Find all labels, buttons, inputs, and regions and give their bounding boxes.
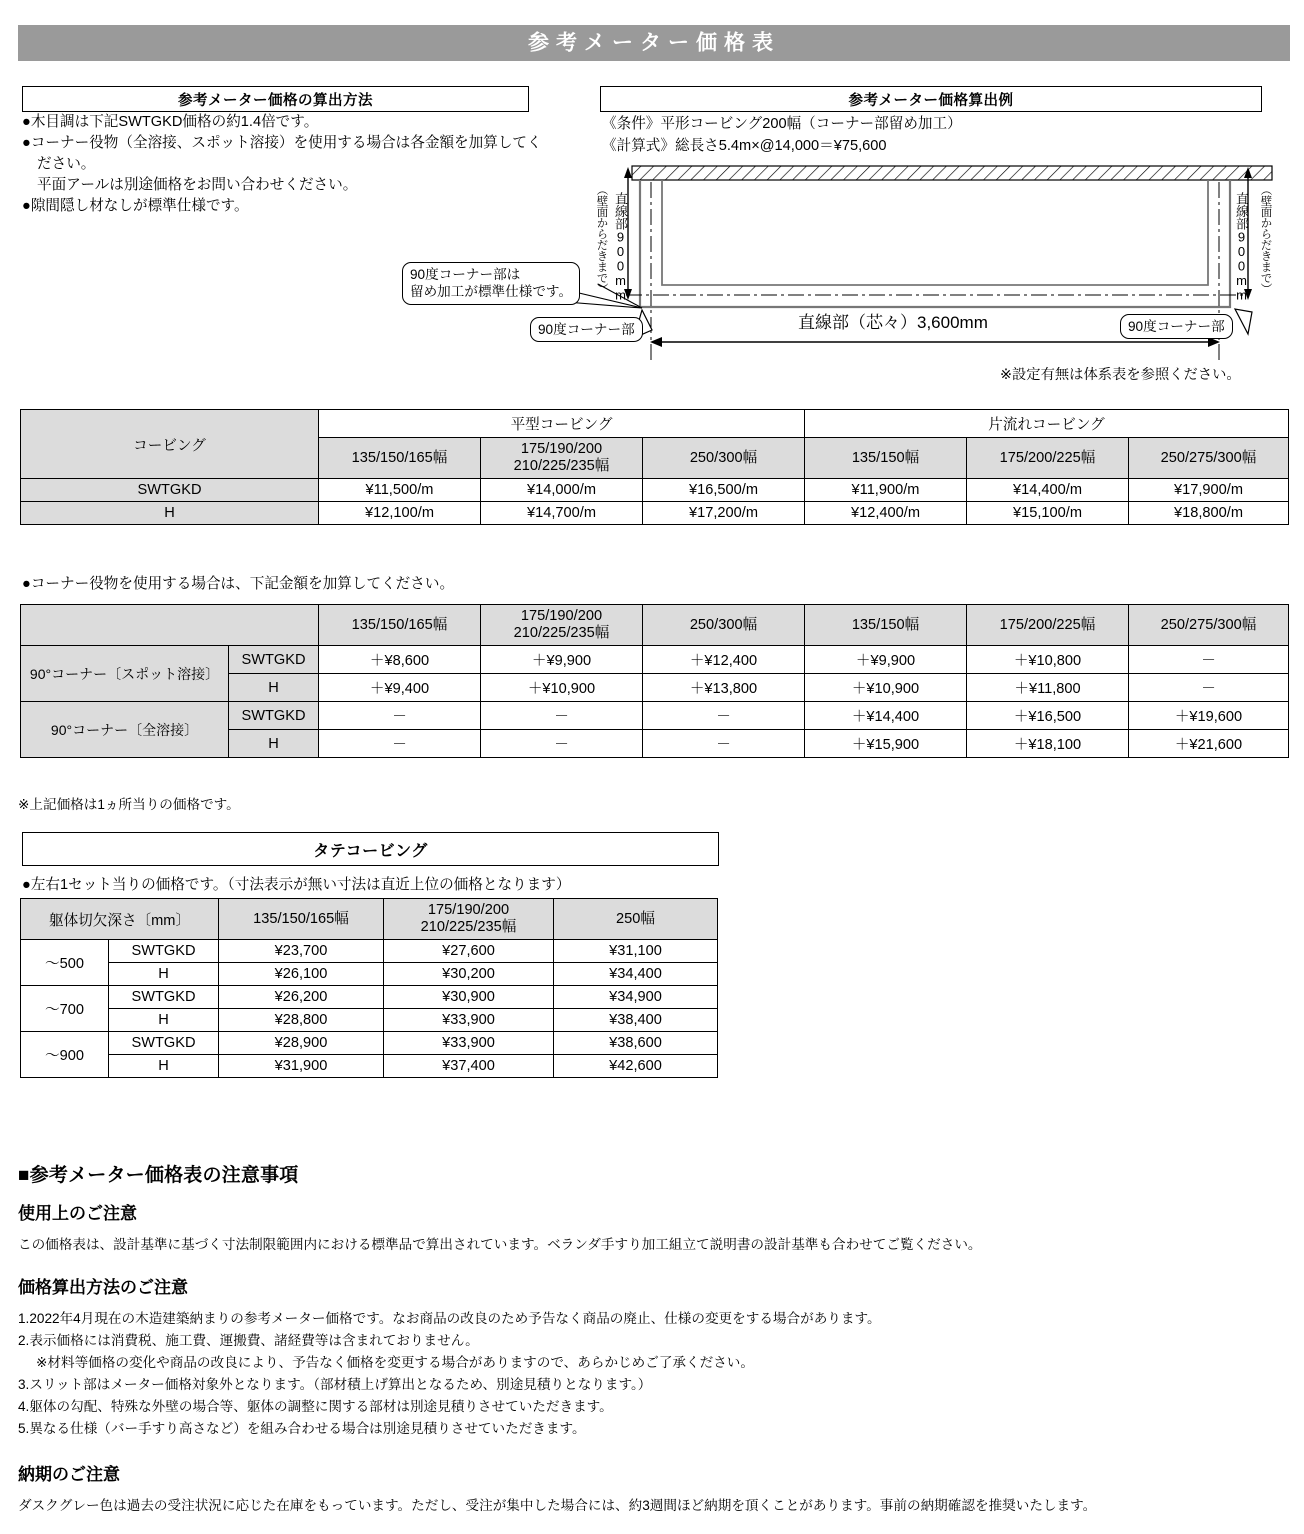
table3-g1-r1-label: H	[109, 1009, 219, 1032]
table3-g0-r1-label: H	[109, 963, 219, 986]
table3-g2-r0-v1: ¥33,900	[384, 1032, 554, 1055]
delivery-heading: 納期のご注意	[18, 1465, 120, 1485]
table2-col-5	[1129, 605, 1289, 646]
callout-corner-left: 90度コーナー部	[530, 317, 643, 342]
table3-group2-label: ～900	[21, 1032, 109, 1078]
dim-label-horizontal: 直線部（芯々）3,600mm	[798, 313, 988, 332]
calc-item-3: 3.スリット部はメーター価格対象外となります。（部材積上げ算出となるため、別途見積りとなります。）	[18, 1377, 652, 1393]
table1-row1-v3: ¥12,400/m	[805, 502, 967, 525]
table1-row-header-label: コービング	[21, 410, 319, 479]
dim-label-right-inner: 直線部900mm	[1234, 192, 1249, 302]
table-row	[21, 1009, 718, 1032]
table3-col-2	[554, 899, 718, 940]
coping-price-table	[20, 409, 1289, 525]
table2-g0-r1-v2: ＋¥13,800	[643, 674, 805, 702]
table1-col-5-text: 250/275/300幅	[1160, 449, 1257, 466]
tate-coping-banner-text: タテコービング	[313, 842, 428, 860]
table3-g1-r1-v0: ¥28,800	[219, 1009, 384, 1032]
bottom-notes	[18, 1160, 1288, 1534]
table1-row1-v4: ¥15,100/m	[967, 502, 1129, 525]
callout-corner-note: 90度コーナー部は 留め加工が標準仕様です。	[402, 262, 580, 305]
table1-row1-v1: ¥14,700/m	[481, 502, 643, 525]
table3-g0-r0-label: SWTGKD	[109, 940, 219, 963]
dim-label-right-outer: （壁面からだきまで）	[1259, 184, 1272, 294]
calc-item-4: 4.躯体の勾配、特殊な外壁の場合等、躯体の調整に関する部材は別途見積りさせていただきます。	[18, 1399, 613, 1415]
table3-g2-r0-label: SWTGKD	[109, 1032, 219, 1055]
calc-item-2: 2.表示価格には消費税、施工費、運搬費、諸経費等は含まれておりません。	[18, 1333, 479, 1349]
table2-g1-r1-v0: －	[319, 730, 481, 758]
table2-g0-r0-v2: ＋¥12,400	[643, 646, 805, 674]
example-formula: 《計算式》総長さ5.4m×@14,000＝¥75,600	[602, 137, 887, 154]
table1-row0-label: SWTGKD	[21, 479, 319, 502]
table2-g1-r1-v5: ＋¥21,600	[1129, 730, 1289, 758]
table1-group-flat: 平型コービング	[319, 410, 805, 438]
table-row	[21, 986, 718, 1009]
table1-row0-v0: ¥11,500/m	[319, 479, 481, 502]
table2-g0-r0-v5: －	[1129, 646, 1289, 674]
example-box-heading	[600, 86, 1262, 112]
table2-g1-r0-v4: ＋¥16,500	[967, 702, 1129, 730]
table1-col-1	[481, 438, 643, 479]
coping-outer-outline	[640, 180, 1230, 307]
table-row-group-header	[21, 410, 1289, 438]
table1-row1-v0: ¥12,100/m	[319, 502, 481, 525]
table2-col-4-text: 175/200/225幅	[999, 616, 1096, 633]
table3-g2-r0-v2: ¥38,600	[554, 1032, 718, 1055]
table3-g2-r0-v0: ¥28,900	[219, 1032, 384, 1055]
table2-g0-r0-v0: ＋¥8,600	[319, 646, 481, 674]
table1-col-4-text: 175/200/225幅	[999, 449, 1096, 466]
notes-spacer	[18, 1440, 1288, 1460]
table1-row0-v3: ¥11,900/m	[805, 479, 967, 502]
table2-g0-r1-v0: ＋¥9,400	[319, 674, 481, 702]
callout-corner-right: 90度コーナー部	[1120, 314, 1233, 339]
table2-col-5-text: 250/275/300幅	[1160, 616, 1257, 633]
dim-label-left-outer: （壁面からだきまで）	[595, 184, 608, 294]
coping-inner-outline	[662, 180, 1208, 285]
example-text	[602, 114, 962, 157]
table2-col-2-text: 250/300幅	[689, 616, 758, 633]
table3-group1-label: ～700	[21, 986, 109, 1032]
bottom-title: ■参考メーター価格表の注意事項	[18, 1165, 299, 1186]
table1-col-0-text: 135/150/165幅	[351, 449, 448, 466]
table2-g1-r1-v2: －	[643, 730, 805, 758]
table2-g1-r1-label: H	[229, 730, 319, 758]
table2-g1-r0-v1: －	[481, 702, 643, 730]
table2-g0-r0-v1: ＋¥9,900	[481, 646, 643, 674]
table2-corner-blank	[21, 605, 319, 646]
corner-surcharge-table	[20, 604, 1289, 758]
table3-col-0-text: 135/150/165幅	[253, 910, 349, 927]
table2-g0-r1-v3: ＋¥10,900	[805, 674, 967, 702]
table1-row1-v2: ¥17,200/m	[643, 502, 805, 525]
tate-set-note: ●左右1セット当りの価格です。（寸法表示が無い寸法は直近上位の価格となります）	[22, 877, 571, 893]
table3-g1-r0-v2: ¥34,900	[554, 986, 718, 1009]
tate-coping-price-table	[20, 898, 718, 1078]
table2-col-1-text: 175/190/200 210/225/235幅	[513, 608, 610, 642]
tate-coping-banner	[22, 832, 719, 866]
table2-g1-r0-label: SWTGKD	[229, 702, 319, 730]
method-line-2: ●コーナー役物（全溶接、スポット溶接）を使用する場合は各金額を加算してく	[22, 135, 542, 151]
method-line-5: ●隙間隠し材なしが標準仕様です。	[22, 198, 249, 214]
page-title: 参考メーター価格表	[528, 31, 780, 55]
calc-item-1: 1.2022年4月現在の木造建築納まりの参考メーター価格です。なお商品の改良のため予告なく商品の廃止、仕様の変更をする場合があります。	[18, 1311, 881, 1327]
table3-col-1-text: 175/190/200 210/225/235幅	[420, 902, 517, 936]
table2-g1-r0-v5: ＋¥19,600	[1129, 702, 1289, 730]
table3-group0-label: ～500	[21, 940, 109, 986]
table-row	[21, 502, 1289, 525]
table2-g1-r1-v3: ＋¥15,900	[805, 730, 967, 758]
table3-g1-r1-v2: ¥38,400	[554, 1009, 718, 1032]
calc-item-5: 5.異なる仕様（バー手すり高さなど）を組み合わせる場合は別途見積りさせていただきます。	[18, 1421, 586, 1437]
table-row	[21, 702, 1289, 730]
table1-row0-v5: ¥17,900/m	[1129, 479, 1289, 502]
table3-g1-r0-label: SWTGKD	[109, 986, 219, 1009]
table2-g0-r0-v4: ＋¥10,800	[967, 646, 1129, 674]
table3-g1-r1-v1: ¥33,900	[384, 1009, 554, 1032]
diagram-footnote: ※設定有無は体系表を参照ください。	[1000, 367, 1241, 383]
wall-hatch	[632, 166, 1272, 180]
table3-col-header-label: 躯体切欠深さ〔mm〕	[21, 899, 219, 940]
table-row	[21, 963, 718, 986]
table1-col-0	[319, 438, 481, 479]
table3-g2-r1-v1: ¥37,400	[384, 1055, 554, 1078]
method-line-1: ●木目調は下記SWTGKD価格の約1.4倍です。	[22, 114, 319, 130]
table-row	[21, 646, 1289, 674]
table2-col-0-text: 135/150/165幅	[351, 616, 448, 633]
table3-g0-r0-v0: ¥23,700	[219, 940, 384, 963]
table1-col-2	[643, 438, 805, 479]
delivery-text: ダスクグレー色は過去の受注状況に応じた在庫をもっています。ただし、受注が集中した場合には、約3週間ほど納期を頂くことがあります。事前の納期確認を推奨いたします。	[18, 1498, 1097, 1514]
table2-group0-label: 90°コーナー〔スポット溶接〕	[21, 646, 229, 702]
table1-group-slope: 片流れコービング	[805, 410, 1289, 438]
table1-col-3	[805, 438, 967, 479]
method-line-4: 平面アールは別途価格をお問い合わせください。	[37, 177, 358, 193]
table2-g0-r1-label: H	[229, 674, 319, 702]
table-row	[21, 940, 718, 963]
table-row-col-header	[21, 899, 718, 940]
dim-label-left-inner: 直線部900mm	[613, 192, 628, 302]
table2-g0-r1-v4: ＋¥11,800	[967, 674, 1129, 702]
table2-col-3	[805, 605, 967, 646]
table2-col-1	[481, 605, 643, 646]
table2-col-2	[643, 605, 805, 646]
table3-g1-r0-v0: ¥26,200	[219, 986, 384, 1009]
table3-g0-r1-v2: ¥34,400	[554, 963, 718, 986]
table-row	[21, 1055, 718, 1078]
table2-col-4	[967, 605, 1129, 646]
table2-group1-label: 90°コーナー〔全溶接〕	[21, 702, 229, 758]
dim-h-arrow-left	[650, 337, 662, 347]
table2-g1-r1-v4: ＋¥18,100	[967, 730, 1129, 758]
table1-col-5	[1129, 438, 1289, 479]
table2-g1-r0-v3: ＋¥14,400	[805, 702, 967, 730]
table2-g1-r0-v2: －	[643, 702, 805, 730]
table3-col-1	[384, 899, 554, 940]
table-row	[21, 479, 1289, 502]
leader-right-tail	[1235, 309, 1252, 334]
table3-col-2-text: 250幅	[616, 910, 655, 927]
method-box-heading-text: 参考メーター価格の算出方法	[178, 92, 373, 109]
table2-g1-r0-v0: －	[319, 702, 481, 730]
table-row	[21, 1032, 718, 1055]
table2-g0-r1-v1: ＋¥10,900	[481, 674, 643, 702]
table2-g0-r1-v5: －	[1129, 674, 1289, 702]
table1-col-4	[967, 438, 1129, 479]
table2-col-0	[319, 605, 481, 646]
table2-g0-r0-v3: ＋¥9,900	[805, 646, 967, 674]
table3-col-0	[219, 899, 384, 940]
method-box-heading	[22, 86, 529, 112]
per-place-note: ※上記価格は1ヵ所当りの価格です。	[18, 797, 240, 812]
usage-heading: 使用上のご注意	[18, 1204, 137, 1223]
calc-heading: 価格算出方法のご注意	[18, 1278, 188, 1298]
method-line-3: ださい。	[37, 156, 96, 172]
table-row-col-header	[21, 605, 1289, 646]
table1-row0-v1: ¥14,000/m	[481, 479, 643, 502]
table3-g0-r0-v1: ¥27,600	[384, 940, 554, 963]
table3-g1-r0-v1: ¥30,900	[384, 986, 554, 1009]
table3-g0-r0-v2: ¥31,100	[554, 940, 718, 963]
table2-g1-r1-v1: －	[481, 730, 643, 758]
table2-g0-r0-label: SWTGKD	[229, 646, 319, 674]
table3-g2-r1-v0: ¥31,900	[219, 1055, 384, 1078]
corner-surcharge-note: ●コーナー役物を使用する場合は、下記金額を加算してください。	[22, 576, 455, 592]
table1-col-1-text: 175/190/200 210/225/235幅	[513, 441, 610, 475]
balcony-plan-diagram	[390, 162, 1290, 377]
table3-g0-r1-v1: ¥30,200	[384, 963, 554, 986]
table3-g2-r1-label: H	[109, 1055, 219, 1078]
usage-text: この価格表は、設計基準に基づく寸法制限範囲内における標準品で算出されています。ベランダ手すり加工組立て説明書の設計基準も合わせてご覧ください。	[18, 1237, 982, 1252]
table3-g0-r1-v0: ¥26,100	[219, 963, 384, 986]
page-title-band	[18, 25, 1290, 61]
example-condition: 《条件》平形コービング200幅（コーナー部留め加工）	[602, 116, 962, 132]
table3-g2-r1-v2: ¥42,600	[554, 1055, 718, 1078]
table1-row1-label: H	[21, 502, 319, 525]
table2-col-3-text: 135/150幅	[851, 616, 920, 633]
table1-col-2-text: 250/300幅	[689, 449, 758, 466]
table1-row0-v2: ¥16,500/m	[643, 479, 805, 502]
dim-left-arrow-top	[624, 167, 632, 178]
table1-row1-v5: ¥18,800/m	[1129, 502, 1289, 525]
calc-item-2-sub: ※材料等価格の変化や商品の改良により、予告なく価格を変更する場合がありますので、あらかじめご了承ください。	[36, 1355, 754, 1371]
example-box-heading-text: 参考メーター価格算出例	[848, 92, 1014, 109]
table1-row0-v4: ¥14,400/m	[967, 479, 1129, 502]
table1-col-3-text: 135/150幅	[851, 449, 920, 466]
